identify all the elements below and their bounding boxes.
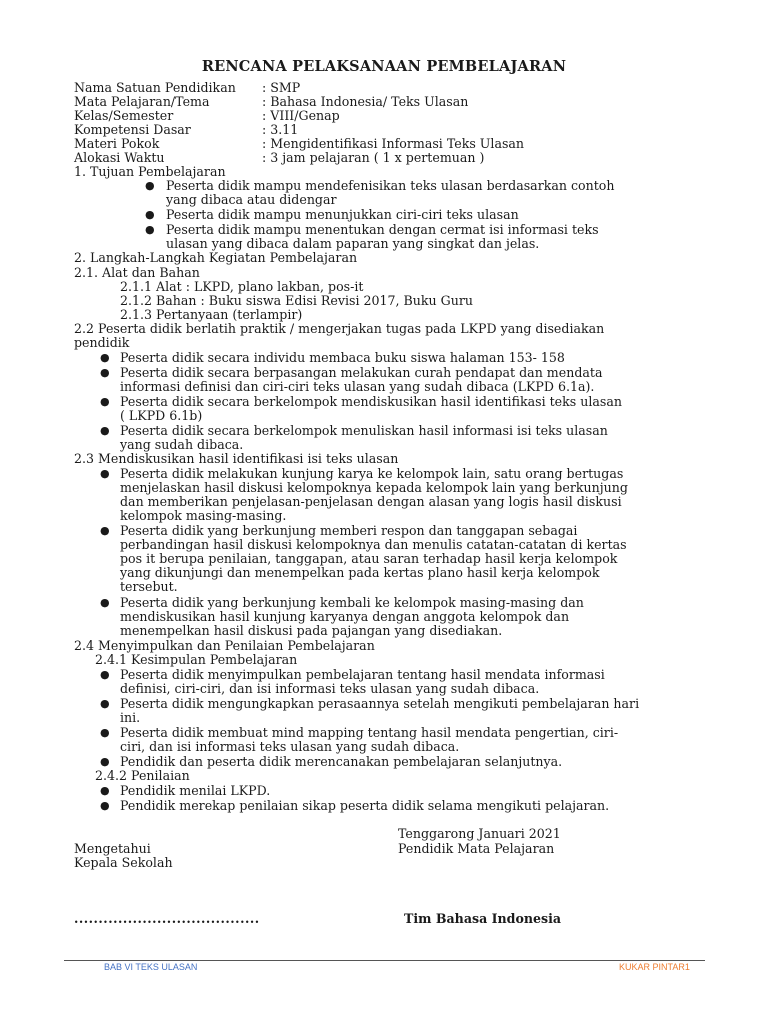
identity-value: : SMP xyxy=(262,80,301,95)
list-item-text: Peserta didik secara individu membaca buku siswa halaman 153- 158 xyxy=(120,350,565,365)
bullet-icon: ● xyxy=(100,799,110,812)
list-item-text: ulasan yang dibaca dalam paparan yang singkat dan jelas. xyxy=(166,236,540,251)
identity-value: : Mengidentifikasi Informasi Teks Ulasan xyxy=(262,136,525,151)
list-item-text: Peserta didik menyimpulkan pembelajaran tentang hasil mendata informasi xyxy=(120,667,605,682)
list-item-text: Peserta didik melakukan kunjung karya ke kelompok lain, satu orang bertugas xyxy=(120,466,624,481)
signature-left-role: Kepala Sekolah xyxy=(74,855,173,870)
identity-label: Kompetensi Dasar xyxy=(74,122,191,137)
identity-label: Mata Pelajaran/Tema xyxy=(74,94,210,109)
list-item-text: mendiskusikan hasil kunjung karyanya dengan anggota kelompok dan xyxy=(120,609,570,624)
subsection-heading: 2.4.1 Kesimpulan Pembelajaran xyxy=(95,652,298,667)
list-item-text: 2.1.3 Pertanyaan (terlampir) xyxy=(120,307,303,322)
identity-label: Kelas/Semester xyxy=(74,108,174,123)
bullet-icon: ● xyxy=(100,395,110,408)
list-item-text: Peserta didik secara berpasangan melakukan curah pendapat dan mendata xyxy=(120,365,603,380)
identity-value: : 3.11 xyxy=(262,122,299,137)
bullet-icon: ● xyxy=(100,596,110,609)
list-item-text: ciri, dan isi informasi teks ulasan yang sudah dibaca. xyxy=(120,739,460,754)
signature-line: ...................................... xyxy=(74,911,260,926)
signature-left-label: Mengetahui xyxy=(74,841,151,856)
list-item-text: pos it berupa penilaian, tanggapan, atau saran terhadap hasil kerja kelompok xyxy=(120,551,618,566)
list-item-text: informasi definisi dan ciri-ciri teks ulasan yang sudah dibaca (LKPD 6.1a). xyxy=(120,379,595,394)
signature-date: Tenggarong Januari 2021 xyxy=(398,826,561,841)
identity-label: Alokasi Waktu xyxy=(74,150,165,165)
list-item-text: Peserta didik mengungkapkan perasaannya setelah mengikuti pembelajaran hari xyxy=(120,696,640,711)
subsection-heading: pendidik xyxy=(74,335,130,350)
list-item-text: dan memberikan penjelasan-penjelasan dengan alasan yang logis hasil diskusi xyxy=(120,494,622,509)
identity-value: : 3 jam pelajaran ( 1 x pertemuan ) xyxy=(262,150,485,165)
bullet-icon: ● xyxy=(100,697,110,710)
bullet-icon: ● xyxy=(100,668,110,681)
list-item-text: Peserta didik membuat mind mapping tentang hasil mendata pengertian, ciri- xyxy=(120,725,619,740)
list-item-text: Pendidik merekap penilaian sikap peserta didik selama mengikuti pelajaran. xyxy=(120,798,610,813)
list-item-text: Peserta didik mampu menentukan dengan cermat isi informasi teks xyxy=(166,222,599,237)
list-item-text: yang sudah dibaca. xyxy=(120,437,244,452)
bullet-icon: ● xyxy=(100,524,110,537)
list-item-text: menjelaskan hasil diskusi kelompoknya kepada kelompok lain yang berkunjung xyxy=(120,480,628,495)
list-item-text: Pendidik menilai LKPD. xyxy=(120,783,271,798)
list-item-text: ( LKPD 6.1b) xyxy=(120,408,203,423)
list-item-text: Peserta didik secara berkelompok menuliskan hasil informasi isi teks ulasan xyxy=(120,423,608,438)
list-item-text: kelompok masing-masing. xyxy=(120,508,287,523)
section-heading: 2. Langkah-Langkah Kegiatan Pembelajaran xyxy=(74,250,358,265)
list-item-text: 2.1.1 Alat : LKPD, plano lakban, pos-it xyxy=(120,279,364,294)
identity-value: : VIII/Genap xyxy=(262,108,340,123)
identity-label: Nama Satuan Pendidikan xyxy=(74,80,236,95)
bullet-icon: ● xyxy=(100,366,110,379)
list-item-text: 2.1.2 Bahan : Buku siswa Edisi Revisi 2017, Buku Guru xyxy=(120,293,473,308)
list-item-text: ini. xyxy=(120,710,141,725)
bullet-icon: ● xyxy=(100,467,110,480)
list-item-text: perbandingan hasil diskusi kelompoknya dan menulis catatan-catatan di kertas xyxy=(120,537,627,552)
subsection-heading: 2.4.2 Penilaian xyxy=(95,768,190,783)
footer-right: KUKAR PINTAR1 xyxy=(619,962,690,972)
list-item-text: yang dikunjungi dan menempelkan pada kertas plano hasil kerja kelompok xyxy=(120,565,600,580)
list-item-text: menempelkan hasil diskusi pada pajangan yang disediakan. xyxy=(120,623,503,638)
bullet-icon: ● xyxy=(145,179,155,192)
list-item-text: yang dibaca atau didengar xyxy=(166,192,337,207)
bullet-icon: ● xyxy=(100,784,110,797)
list-item-text: tersebut. xyxy=(120,579,178,594)
list-item-text: Peserta didik mampu mendefenisikan teks ulasan berdasarkan contoh xyxy=(166,178,615,193)
list-item-text: Peserta didik yang berkunjung kembali ke kelompok masing-masing dan xyxy=(120,595,584,610)
identity-value: : Bahasa Indonesia/ Teks Ulasan xyxy=(262,94,469,109)
bullet-icon: ● xyxy=(100,351,110,364)
list-item-text: definisi, ciri-ciri, dan isi informasi teks ulasan yang sudah dibaca. xyxy=(120,681,540,696)
list-item-text: Peserta didik secara berkelompok mendiskusikan hasil identifikasi teks ulasan xyxy=(120,394,622,409)
signature-name: Tim Bahasa Indonesia xyxy=(404,911,562,926)
list-item-text: Pendidik dan peserta didik merencanakan pembelajaran selanjutnya. xyxy=(120,754,563,769)
footer-left: BAB VI TEKS ULASAN xyxy=(104,962,198,972)
bullet-icon: ● xyxy=(145,208,155,221)
subsection-heading: 2.3 Mendiskusikan hasil identifikasi isi teks ulasan xyxy=(74,451,399,466)
bullet-icon: ● xyxy=(100,755,110,768)
signature-right-label: Pendidik Mata Pelajaran xyxy=(398,841,555,856)
footer-divider xyxy=(64,960,705,961)
bullet-icon: ● xyxy=(100,726,110,739)
bullet-icon: ● xyxy=(145,223,155,236)
bullet-icon: ● xyxy=(100,424,110,437)
document-title: RENCANA PELAKSANAAN PEMBELAJARAN xyxy=(201,58,567,75)
identity-label: Materi Pokok xyxy=(74,136,160,151)
subsection-heading: 2.2 Peserta didik berlatih praktik / mengerjakan tugas pada LKPD yang disediakan xyxy=(74,321,605,336)
subsection-heading: 2.1. Alat dan Bahan xyxy=(74,265,200,280)
list-item-text: Peserta didik yang berkunjung memberi respon dan tanggapan sebagai xyxy=(120,523,578,538)
section-heading: 1. Tujuan Pembelajaran xyxy=(74,164,226,179)
subsection-heading: 2.4 Menyimpulkan dan Penilaian Pembelajaran xyxy=(74,638,375,653)
list-item-text: Peserta didik mampu menunjukkan ciri-ciri teks ulasan xyxy=(166,207,519,222)
